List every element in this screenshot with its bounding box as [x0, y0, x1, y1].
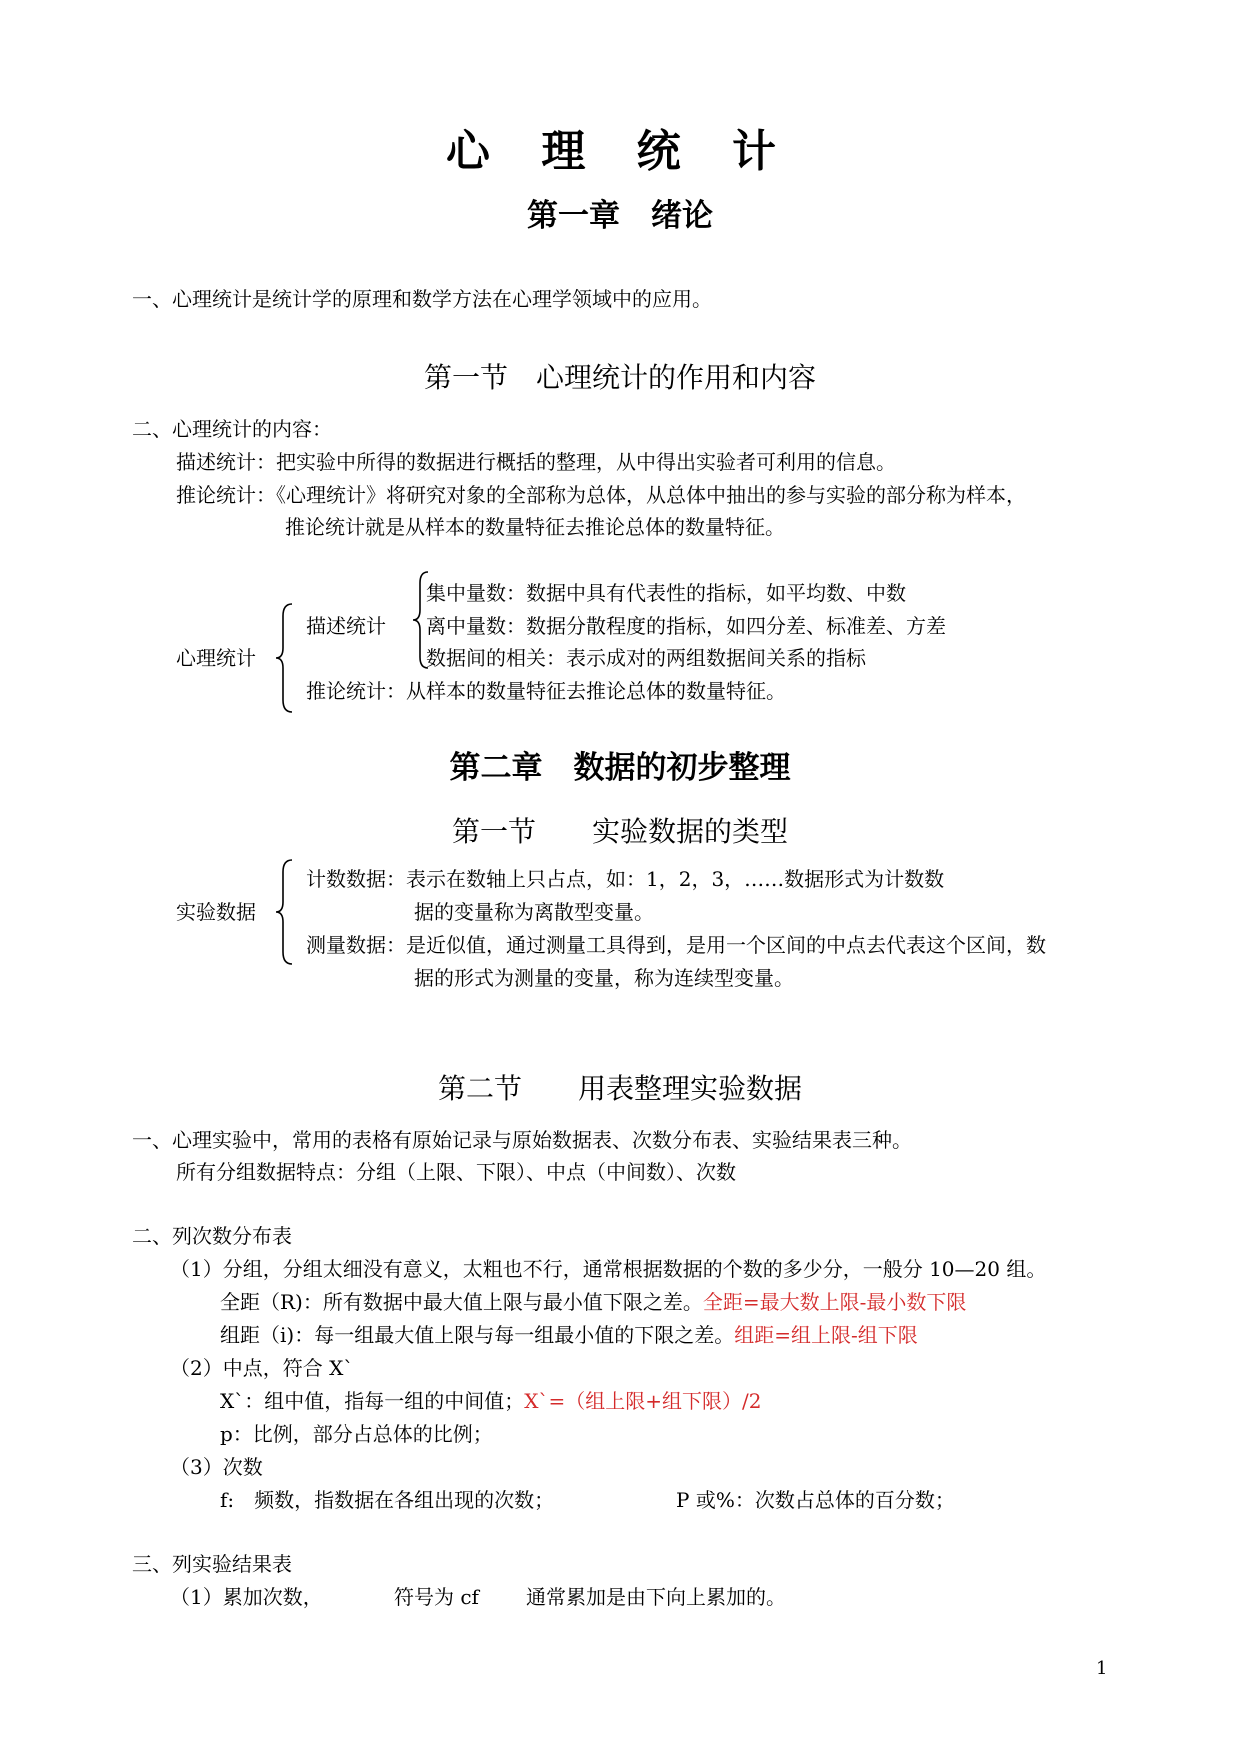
frequency-label: （3）次数	[170, 1455, 263, 1479]
chapter1-heading: 第一章 绪论	[527, 198, 713, 234]
data-diagram-root-label: 实验数据	[176, 900, 256, 924]
count-data-line: 计数数据：表示在数轴上只占点，如：1，2，3，……数据形式为计数数	[306, 867, 945, 891]
page-number: 1	[1096, 1658, 1108, 1679]
midpoint-line	[220, 1388, 761, 1414]
correlation-item: 数据间的相关：表示成对的两组数据间关系的指标	[426, 646, 866, 670]
chapter1-intro: 一、心理统计是统计学的原理和数学方法在心理学领域中的应用。	[132, 287, 712, 311]
interval-formula: 组距=组上限-组下限	[734, 1323, 918, 1347]
frequency-f-line: f: 频数，指数据在各组出现的次数；	[220, 1488, 555, 1512]
cumulative-symbol: 符号为 cf	[394, 1585, 479, 1609]
data-types-brace	[274, 858, 298, 966]
grouping-line: （1）分组，分组太细没有意义，太粗也不行，通常根据数据的个数的多少分，一般分 10—20 组。	[170, 1257, 1047, 1281]
proportion-line: p：比例，部分占总体的比例；	[220, 1422, 493, 1446]
document-title: 心 理 统 计	[446, 126, 794, 177]
range-text: 全距（R)：所有数据中最大值上限与最小值下限之差。	[220, 1290, 703, 1314]
interval-line	[220, 1322, 918, 1348]
range-line	[220, 1289, 966, 1315]
dispersion-item: 离中量数：数据分散程度的指标，如四分差、标准差、方差	[426, 614, 946, 638]
inferential-stat-line-cont: 推论统计就是从样本的数量特征去推论总体的数量特征。	[285, 515, 785, 539]
percent-line: P 或%：次数占总体的百分数；	[676, 1488, 955, 1512]
midpoint-formula: X`=（组上限+组下限）/2	[524, 1389, 762, 1413]
descriptive-stat-line: 描述统计：把实验中所得的数据进行概括的整理，从中得出实验者可利用的信息。	[176, 450, 896, 474]
central-tendency-item: 集中量数：数据中具有代表性的指标，如平均数、中数	[426, 581, 906, 605]
interval-text: 组距（i)：每一组最大值上限与每一组最小值的下限之差。	[220, 1323, 735, 1347]
outer-brace	[274, 602, 298, 714]
cumulative-note: 通常累加是由下向上累加的。	[526, 1585, 786, 1609]
inferential-branch-item: 推论统计：从样本的数量特征去推论总体的数量特征。	[306, 679, 786, 703]
frequency-table-label: 二、列次数分布表	[132, 1224, 292, 1248]
measure-data-line-cont: 据的形式为测量的变量，称为连续型变量。	[414, 966, 794, 990]
table-types-line: 一、心理实验中，常用的表格有原始记录与原始数据表、次数分布表、实验结果表三种。	[132, 1128, 912, 1152]
measure-data-line: 测量数据：是近似值，通过测量工具得到，是用一个区间的中点去代表这个区间，数	[306, 933, 1046, 957]
descriptive-branch-label: 描述统计	[306, 614, 386, 638]
chapter1-section1-heading: 第一节 心理统计的作用和内容	[423, 361, 816, 394]
midpoint-label: （2）中点，符合 X`	[170, 1356, 354, 1380]
chapter2-heading: 第二章 数据的初步整理	[449, 750, 791, 786]
range-formula: 全距=最大数上限-最小数下限	[702, 1290, 967, 1314]
chapter2-section2-heading: 第二节 用表整理实验数据	[437, 1072, 802, 1105]
grouped-data-features-line: 所有分组数据特点：分组（上限、下限）、中点（中间数）、次数	[176, 1160, 736, 1184]
chapter2-section1-heading: 第一节 实验数据的类型	[451, 815, 788, 848]
results-table-label: 三、列实验结果表	[132, 1552, 292, 1576]
inferential-stat-line: 推论统计：《心理统计》将研究对象的全部称为总体，从总体中抽出的参与实验的部分称为样本，	[176, 483, 1026, 507]
count-data-line-cont: 据的变量称为离散型变量。	[414, 900, 654, 924]
cumulative-label: （1）累加次数，	[170, 1585, 323, 1609]
diagram-root-label: 心理统计	[176, 646, 256, 670]
midpoint-text: X`：组中值，指每一组的中间值；	[220, 1389, 525, 1413]
content-label: 二、心理统计的内容：	[132, 417, 332, 441]
